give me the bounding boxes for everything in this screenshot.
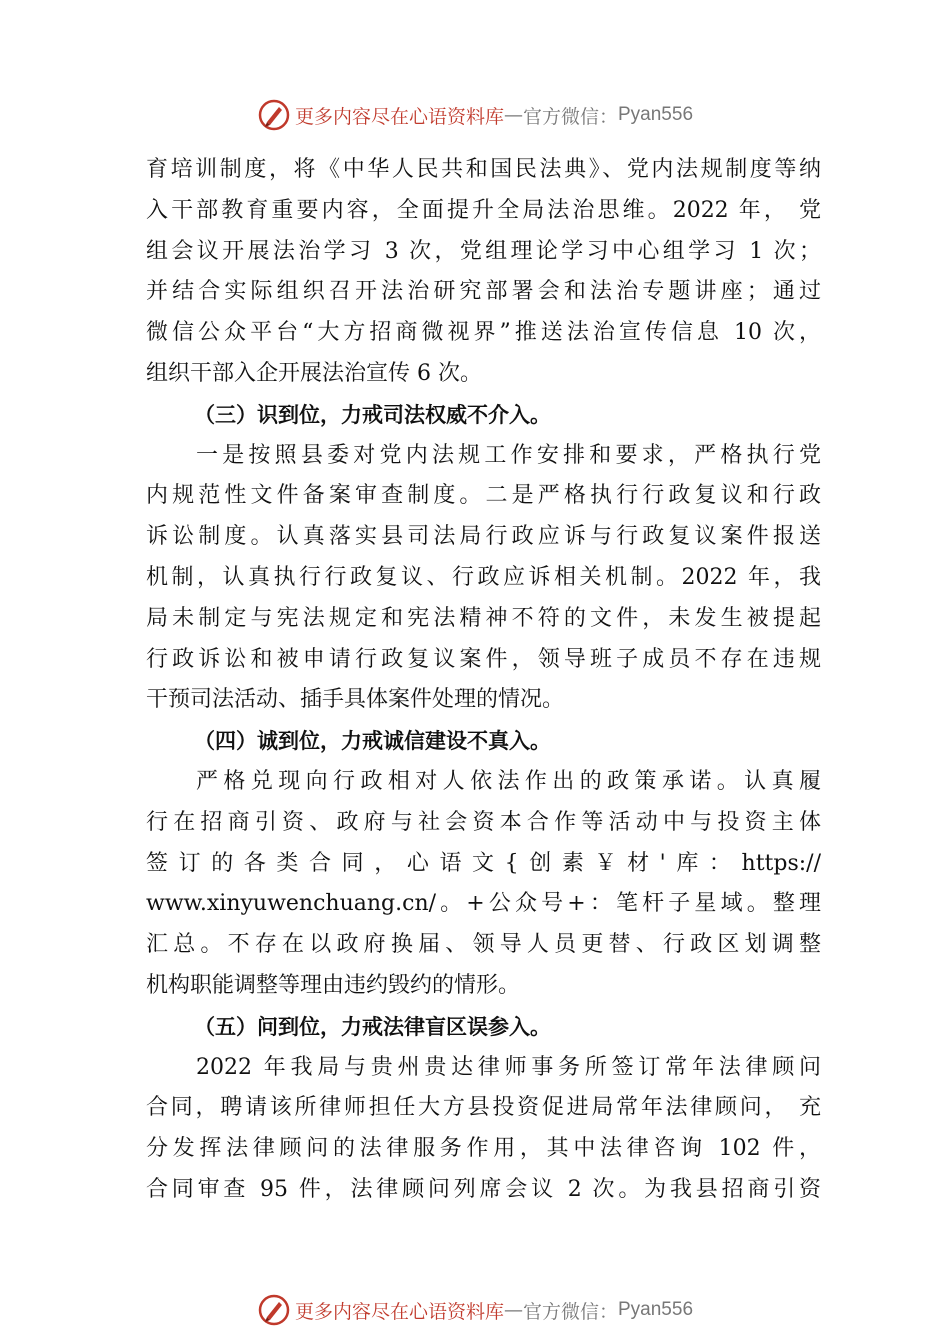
banner-red-text: 更多内容尽在心语资料库 [294, 105, 504, 128]
banner-gray-text: 官方微信： [522, 105, 618, 128]
text-line: 组织干部入企开展法治宣传 6 次。 [146, 360, 482, 386]
text-line: 组会议开展法治学习 3 次，党组理论学习中心组学习 1 次； [146, 238, 821, 264]
text-line: 行政诉讼和被申请行政复议案件，领导班子成员不存在违规 [146, 646, 821, 672]
text-line: 机制，认真执行行政复议、行政应诉相关机制。2022 年，我 [146, 564, 821, 590]
text-line: 入干部教育重要内容，全面提升全局法治思维。2022 年， 党 [146, 197, 821, 223]
text-line: 并结合实际组织召开法治研究部署会和法治专题讲座；通过 [146, 279, 821, 305]
header-watermark [0, 95, 950, 135]
text-line: 干预司法活动、插手具体案件处理的情况。 [146, 687, 565, 713]
banner-gray-text: 官方微信： [522, 1300, 618, 1323]
text-line: 机构职能调整等理由违约毁约的情形。 [146, 972, 521, 998]
text-line: 行在招商引资、政府与社会资本合作等活动中与投资主体 [146, 809, 821, 835]
section-heading: （三）识到位，力戒司法权威不介入。 [194, 402, 551, 427]
text-line: 微信公众平台“大方招商微视界”推送法治宣传信息 10 次， [146, 320, 821, 346]
text-line: www.xinyuwenchuang.cn/。+公众号+：笔杆子星域。整理 [146, 891, 821, 917]
text-line: 育培训制度，将《中华人民共和国民法典》、党内法规制度等纳 [146, 157, 821, 182]
text-line: 合同，聘请该所律师担任大方县投资促进局常年法律顾问， 充 [146, 1095, 821, 1121]
text-line: 合同审查 95 件，法律顾问列席会议 2 次。为我县招商引资 [146, 1176, 821, 1202]
banner-dash: — [503, 104, 523, 126]
text-line: 诉讼制度。认真落实县司法局行政应诉与行政复议案件报送 [146, 524, 821, 550]
pen-logo-icon [257, 1293, 291, 1327]
text-line: 签订的各类合同，心语文{创素￥材'库：https:// [146, 850, 821, 876]
document-body [146, 150, 821, 1211]
text-line: 2022 年我局与贵州贵达律师事务所签订常年法律顾问 [196, 1054, 821, 1080]
text-line: 分发挥法律顾问的法律服务作用，其中法律咨询 102 件， [146, 1136, 821, 1162]
banner-red-text: 更多内容尽在心语资料库 [294, 1300, 504, 1323]
pen-logo-icon [257, 98, 291, 132]
section-heading: （五）问到位，力戒法律盲区误参入。 [194, 1014, 551, 1039]
banner-account: Pyan556 [618, 104, 694, 125]
text-line: 局未制定与宪法规定和宪法精神不符的文件，未发生被提起 [146, 605, 821, 631]
text-line: 一是按照县委对党内法规工作安排和要求，严格执行党 [196, 442, 821, 468]
text-line: 汇总。不存在以政府换届、领导人员更替、行政区划调整 [146, 932, 821, 958]
footer-watermark [0, 1290, 950, 1330]
text-line: 内规范性文件备案审查制度。二是严格执行行政复议和行政 [146, 483, 821, 509]
section-heading: （四）诚到位，力戒诚信建设不真入。 [194, 729, 551, 754]
banner-account: Pyan556 [618, 1299, 694, 1320]
text-line: 严格兑现向行政相对人依法作出的政策承诺。认真履 [196, 768, 821, 794]
banner-dash: — [503, 1299, 523, 1321]
